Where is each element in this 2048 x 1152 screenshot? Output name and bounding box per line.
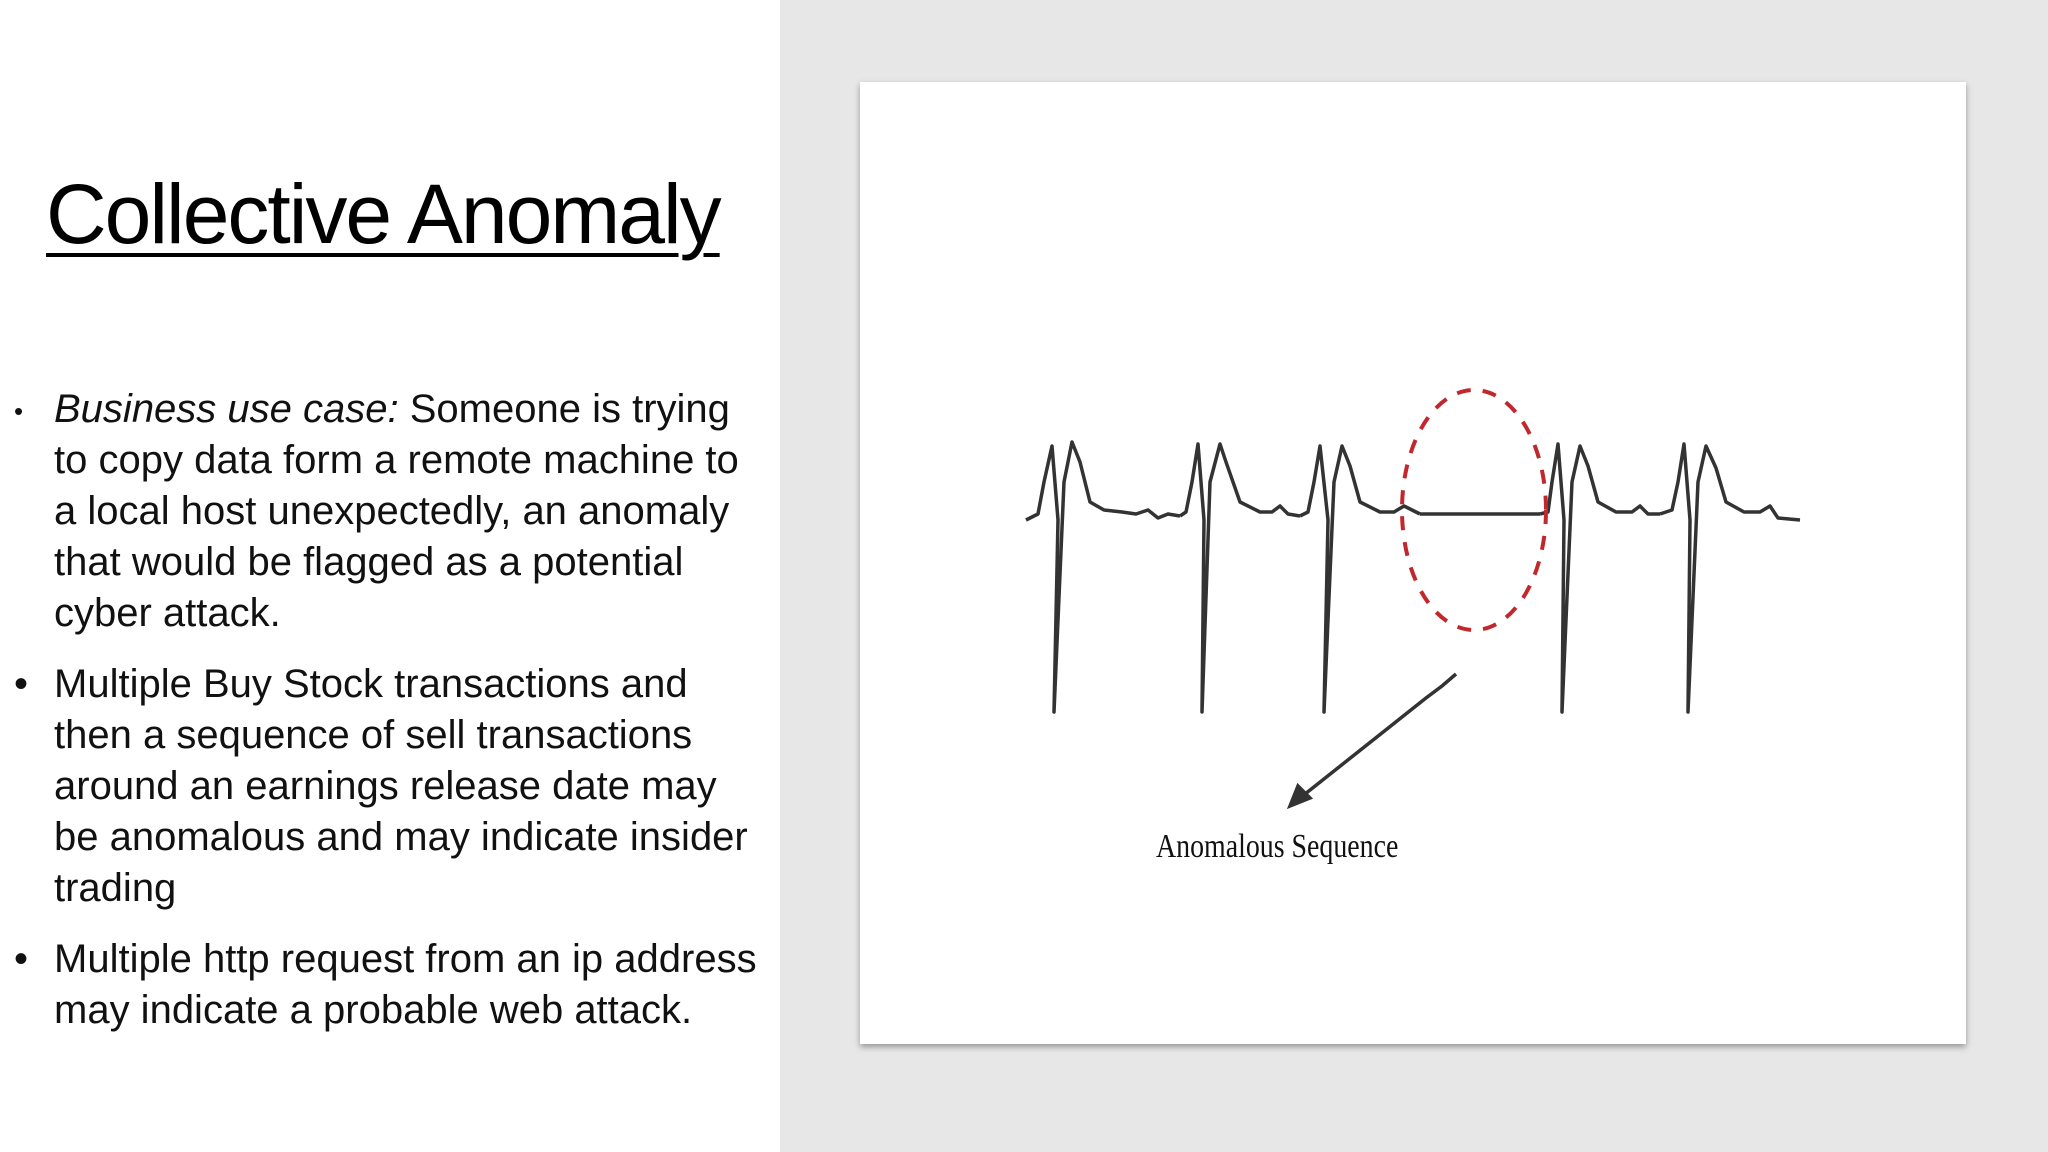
slide-text-panel: [0, 0, 780, 1152]
bullet-list: [0, 384, 770, 1056]
bullet-marker: •: [14, 662, 29, 706]
ecg-figure: [860, 82, 1966, 1044]
anomaly-highlight-circle: [1402, 390, 1546, 630]
ecg-figure-svg: [860, 82, 1966, 1044]
bullet-item: [0, 659, 770, 914]
bullet-text: Multiple Buy Stock transactions and then a sequence of sell transactions around an earnings release date may be anomalous and may indicate insider trading: [54, 662, 748, 910]
bullet-prefix: Business use case:: [54, 387, 399, 431]
bullet-text: Someone is trying to copy data form a remote machine to a local host unexpectedly, an anomaly that would be flagged as a potential cyber attack.: [54, 387, 739, 635]
pointer-arrow: [1290, 674, 1456, 806]
slide-title: Collective Anomaly: [46, 167, 720, 261]
bullet-item: [0, 934, 770, 1036]
bullet-marker: •: [14, 937, 29, 981]
bullet-text: Multiple http request from an ip address may indicate a probable web attack.: [54, 937, 757, 1032]
bullet-item: [0, 384, 770, 639]
bullet-marker: •: [14, 396, 24, 426]
figure-label: Anomalous Sequence: [1156, 828, 1399, 865]
